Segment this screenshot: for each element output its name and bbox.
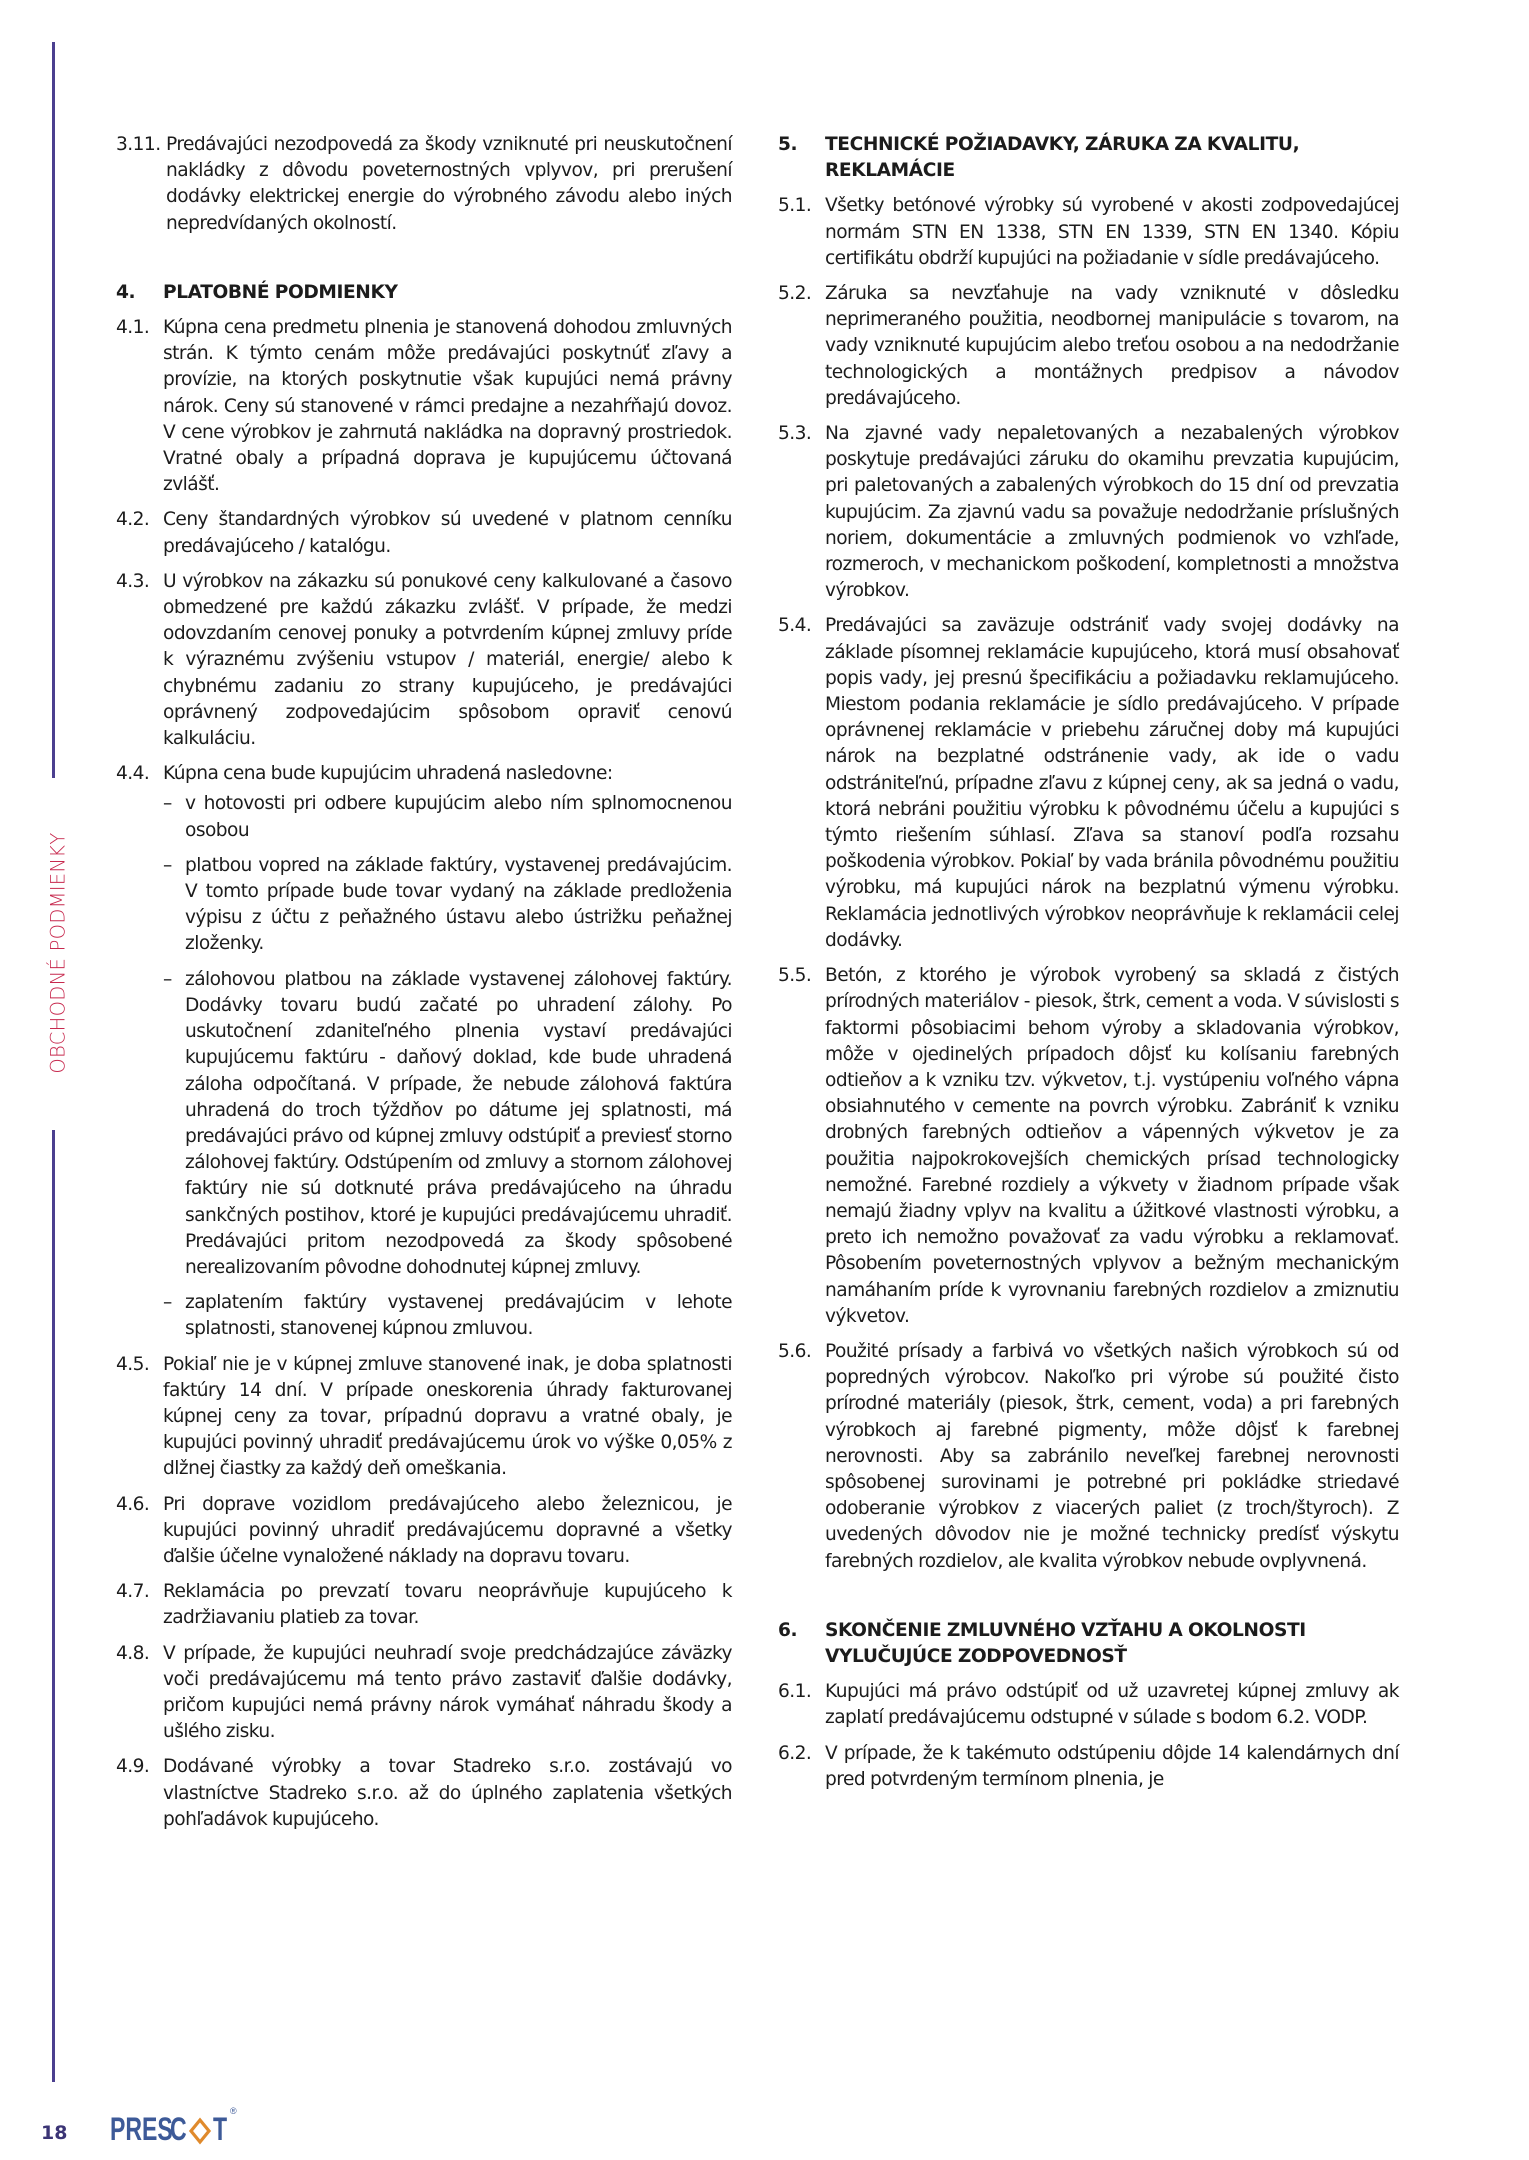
sidebar-rule-top <box>52 42 55 778</box>
clause-5-5 <box>778 963 1399 1330</box>
clause-text: Predávajúci nezodpovedá za škody vzniknuté pri neuskutočnení nakládky z dôvodu poveternostných vplyvov, pri prerušení dodávky elektrickej energie do výrobného závodu alebo iných nepredvídaných okolností. <box>166 134 732 234</box>
section-heading-5 <box>778 132 1399 184</box>
clause-6-1 <box>778 1679 1399 1731</box>
clause-number: 3.11. <box>116 134 161 155</box>
list-item: – zaplatením faktúry vystavenej predávajúcim v lehote splatnosti, stanovenej kúpnou zmluvou. <box>163 1290 732 1342</box>
clause-text: U výrobkov na zákazku sú ponukové ceny kalkulované a časovo obmedzené pre každú zákazku zvlášť. V prípade, že medzi odovzdaním cenovej ponuky a potvrdením kúpnej zmluvy príde k výraznému zvýšeniu vstupov / materiál, energie/ alebo k chybnému zadaniu zo strany kupujúceho, je predávajúci oprávnený zodpovedajúcim spôsobom opraviť cenovú kalkuláciu. <box>163 570 732 750</box>
clause-number: 4.4. <box>116 763 150 785</box>
section-title: PLATOBNÉ PODMIENKY <box>163 281 398 303</box>
clause-number: 6.1. <box>778 1681 812 1703</box>
section-number: 4. <box>116 281 136 303</box>
clause-text: V prípade, že k takémuto odstúpeniu dôjde 14 kalendárnych dní pred potvrdeným termínom plnenia, je <box>825 1742 1399 1790</box>
logo-text-c: C <box>170 2111 187 2147</box>
clause-number: 4.2. <box>116 509 150 531</box>
clause-number: 4.9. <box>116 1756 150 1778</box>
list-item: – zálohovou platbou na základe vystavenej zálohovej faktúry. Dodávky tovaru budú začaté po uhradení zálohy. Po uskutočnení zdaniteľného plnenia vystaví predávajúci kupujúcemu faktúru - daňový doklad, kde bude uhradená záloha odpočítaná. V prípade, že nebude zálohová faktúra uhradená do troch týždňov po dátume jej splatnosti, má predávajúci právo od kúpnej zmluvy odstúpiť a previesť storno zálohovej faktúry. Odstúpením od zmluvy a stornom zálohovej faktúry nie sú dotknuté práva predávajúceho na úhradu sankčných postihov, ktoré je kupujúci predávajúcemu uhradiť. Predávajúci pritom nezodpovedá za škody spôsobené nerealizovaním pôvodne dohodnutej kúpnej zmluvy. <box>163 967 732 1281</box>
right-column <box>778 132 1399 1802</box>
sidebar-rule-bottom <box>52 1130 55 2082</box>
clause-4-1 <box>116 315 732 498</box>
section-heading-4 <box>116 280 732 306</box>
clause-number: 5.1. <box>778 195 812 217</box>
clause-number: 5.5. <box>778 965 812 987</box>
clause-4-7 <box>116 1579 732 1631</box>
clause-number: 4.7. <box>116 1581 150 1603</box>
page-number: 18 <box>41 2122 68 2144</box>
clause-4-8 <box>116 1641 732 1746</box>
clause-3-11 <box>116 132 732 237</box>
prescot-logo <box>110 2106 237 2146</box>
registered-mark: ® <box>230 2106 237 2116</box>
logo-text-t: T <box>213 2111 228 2147</box>
clause-6-2 <box>778 1741 1399 1793</box>
clause-number: 5.6. <box>778 1340 812 1362</box>
clause-text: Záruka sa nevzťahuje na vady vzniknuté v dôsledku neprimeraného použitia, neodbornej manipulácie s tovarom, na vady vzniknuté kupujúcim alebo treťou osobou a na nedodržanie technologických a montážnych predpisov a návodov predávajúceho. <box>825 283 1399 409</box>
clause-number: 5.3. <box>778 423 812 445</box>
clause-text: Kúpna cena bude kupujúcim uhradená nasledovne: <box>163 763 613 785</box>
section-title: TECHNICKÉ POŽIADAVKY, ZÁRUKA ZA KVALITU, REKLAMÁCIE <box>825 134 1300 182</box>
clause-text: Betón, z ktorého je výrobok vyrobený sa skladá z čistých prírodných materiálov - piesok, štrk, cement a voda. V súvislosti s faktormi pôsobiacimi behom výroby a skladovania výrobkov, môže v ojedinelých prípadoch dôjsť ku kolísaniu farebných odtieňov a k vzniku tzv. výkvetov, t.j. vystúpeniu voľného vápna obsiahnutého v cemente na povrch výrobku. Zabrániť k vzniku drobných farebných odtieňov a vápenných výkvetov je za použitia najpokrokovejších chemických prísad technologicky nemožné. Farebné rozdiely a výkvety v žiadnom prípade však nemajú žiadny vplyv na kvalitu a úžitkové vlastnosti výrobku, a preto ich nemožno považovať za vadu výrobku a reklamovať. Pôsobením poveternostných vplyvov a bežným mechanickým namáhaním príde k vyrovnaniu farebných rozdielov a zmiznutiu výkvetov. <box>825 965 1399 1327</box>
logo-text-pres: PRES <box>110 2111 173 2147</box>
section-number: 5. <box>778 134 798 155</box>
clause-number: 6.2. <box>778 1742 812 1764</box>
clause-text: Dodávané výrobky a tovar Stadreko s.r.o. zostávajú vo vlastníctve Stadreko s.r.o. až do úplného zaplatenia všetkých pohľadávok kupujúceho. <box>163 1756 732 1830</box>
clause-text: Pokiaľ nie je v kúpnej zmluve stanovené inak, je doba splatnosti faktúry 14 dní. V prípade oneskorenia úhrady fakturovanej kúpnej ceny za tovar, prípadnú dopravu a vratné obaly, je kupujúci povinný uhradiť predávajúcemu úrok vo výške 0,05% z dlžnej čiastky za každý deň omeškania. <box>163 1353 732 1480</box>
clause-5-1 <box>778 193 1399 272</box>
clause-text: Na zjavné vady nepaletovaných a nezabalených výrobkov poskytuje predávajúci záruku do okamihu prevzatia kupujúcim, pri paletovaných a zabalených výrobkoch do 15 dní od prevzatia kupujúcim. Za zjavnú vadu sa považuje nedodržanie príslušných noriem, dokumentácie a zmluvných podmienok vo vzhľade, rozmeroch, v mechanickom poškodení, kompletnosti a množstva výrobkov. <box>825 423 1399 602</box>
clause-text: V prípade, že kupujúci neuhradí svoje predchádzajúce záväzky voči predávajúcemu má tento právo zastaviť ďalšie dodávky, pričom kupujúci nemá právny nárok vymáhať náhradu škody a ušlého zisku. <box>163 1642 732 1743</box>
section-heading-6 <box>778 1618 1399 1670</box>
clause-text: Kupujúci má právo odstúpiť od už uzavretej kúpnej zmluvy ak zaplatí predávajúcemu odstupné v súlade s bodom 6.2. VODP. <box>825 1681 1399 1729</box>
clause-text: Reklamácia po prevzatí tovaru neoprávňuje kupujúceho k zadržiavaniu platieb za tovar. <box>163 1581 732 1629</box>
clause-number: 4.5. <box>116 1353 150 1375</box>
clause-text: Všetky betónové výrobky sú vyrobené v akosti zodpovedajúcej normám STN EN 1338, STN EN 1339, STN EN 1340. Kópiu certifikátu obdrží kupujúci na požiadanie v sídle predávajúceho. <box>825 195 1399 269</box>
left-column <box>116 132 732 1842</box>
clause-number: 4.3. <box>116 570 150 592</box>
section-title: SKONČENIE ZMLUVNÉHO VZŤAHU A OKOLNOSTI VYLUČUJÚCE ZODPOVEDNOSŤ <box>825 1619 1306 1667</box>
section-number: 6. <box>778 1619 798 1641</box>
payment-methods-list <box>163 791 732 1342</box>
clause-number: 5.4. <box>778 615 812 637</box>
clause-text: Kúpna cena predmetu plnenia je stanovená dohodou zmluvných strán. K týmto cenám môže predávajúci poskytnúť zľavy a provízie, na ktorých poskytnutie však kupujúci nemá právny nárok. Ceny sú stanovené v rámci predajne a nezahŕňajú dovoz. V cene výrobkov je zahrnutá nakládka na dopravný prostriedok. Vratné obaly a prípadná doprava je kupujúcemu účtovaná zvlášť. <box>163 317 732 496</box>
clause-4-5 <box>116 1352 732 1483</box>
clause-number: 4.1. <box>116 317 150 339</box>
clause-5-2 <box>778 281 1399 412</box>
list-item: – v hotovosti pri odbere kupujúcim alebo ním splnomocnenou osobou <box>163 791 732 843</box>
clause-4-6 <box>116 1492 732 1571</box>
clause-5-4 <box>778 613 1399 954</box>
clause-number: 5.2. <box>778 283 812 305</box>
clause-4-4 <box>116 761 732 1342</box>
clause-text: Použité prísady a farbivá vo všetkých našich výrobkoch sú od popredných výrobcov. Nakoľko pri výrobe sú použité čisto prírodné materiály (piesok, štrk, cement, voda) a pri farebných výrobkoch aj farebné pigmenty, môže dôjsť k farebnej nerovnosti. Aby sa zabránilo neveľkej farebnej nerovnosti spôsobenej surovinami je potrebné pri pokládke striedavé odoberanie výrobkov z viacerých paliet (z troch/štyroch). Z uvedených dôvodov nie je možné technicky predísť výskytu farebných rozdielov, ale kvalita výrobkov nebude ovplyvnená. <box>825 1340 1399 1572</box>
clause-text: Predávajúci sa zaväzuje odstrániť vady svojej dodávky na základe písomnej reklamácie kupujúceho, ktorá musí obsahovať popis vady, jej presnú špecifikáciu a požiadavku reklamujúceho. Miestom podania reklamácie je sídlo predávajúceho. V prípade oprávnenej reklamácie v priebehu záručnej doby má kupujúci nárok na bezplatné odstránenie vady, ak ide o vadu odstrániteľnú, prípadne zľavu z kúpnej ceny, ak sa jedná o vadu, ktorá nebráni použitiu výrobku k pôvodnému účelu a kupujúci s týmto riešením súhlasí. Zľava sa stanoví podľa rozsahu poškodenia výrobkov. Pokiaľ by vada bránila pôvodnému použitiu výrobku, má kupujúci nárok na bezplatnú výmenu výrobku. Reklamácia jednotlivých výrobkov neoprávňuje k reklamácii celej dodávky. <box>825 615 1399 951</box>
list-item: – platbou vopred na základe faktúry, vystavenej predávajúcim. V tomto prípade bude tovar vydaný na základe predloženia výpisu z účtu z peňažného ústavu alebo ústrižku peňažnej zloženky. <box>163 853 732 958</box>
clause-5-6 <box>778 1339 1399 1575</box>
logo-diamond-icon <box>188 2116 212 2146</box>
clause-number: 4.8. <box>116 1642 150 1664</box>
section-label-vertical: OBCHODNÉ PODMIENKY <box>46 832 70 1074</box>
clause-text: Ceny štandardných výrobkov sú uvedené v platnom cenníku predávajúceho / katalógu. <box>163 509 732 557</box>
clause-number: 4.6. <box>116 1493 150 1515</box>
clause-5-3 <box>778 421 1399 604</box>
clause-4-9 <box>116 1754 732 1833</box>
clause-text: Pri doprave vozidlom predávajúceho alebo železnicou, je kupujúci povinný uhradiť predávajúcemu dopravné a všetky ďalšie účelne vynaložené náklady na dopravu tovaru. <box>163 1493 732 1567</box>
clause-4-2 <box>116 507 732 559</box>
clause-4-3 <box>116 569 732 752</box>
